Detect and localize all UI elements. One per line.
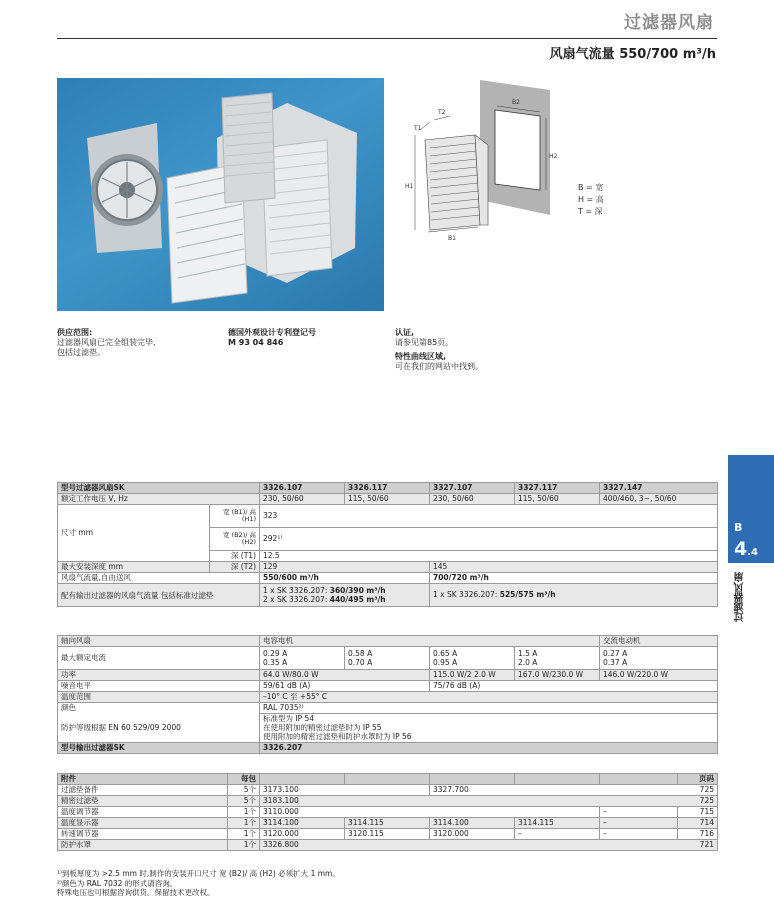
voltage-5: 400/460, 3~, 50/60 (600, 494, 718, 505)
acc-row-1-page: 725 (699, 785, 714, 794)
noise-3326: 59/61 dB (A) (260, 681, 430, 692)
acc-row-1-a: 3173.100 (260, 785, 430, 796)
header-rule (57, 38, 717, 39)
patent-heading: 德国外观设计专利登记号 (228, 328, 316, 337)
current-3 (430, 647, 515, 670)
dim-label-h2: H2 (549, 153, 558, 160)
b2-label: 宽 (B2)/ 高 (H2) (210, 528, 260, 551)
outlet-a2-prefix: 2 x SK 3326.207: (263, 595, 328, 604)
acc-row-2-value: 3183.100 (263, 796, 299, 805)
acc-row-2-a (260, 796, 718, 807)
b2-value: 292¹⁾ (260, 528, 718, 551)
chapter-letter: B (734, 521, 743, 534)
spec-table-fan (57, 635, 718, 754)
ac-motor-label: 交流电动机 (600, 636, 718, 647)
outlet-filter-value: 3326.207 (260, 742, 718, 753)
acc-row-5-e: – (600, 829, 678, 840)
acc-row-5-c: 3120.000 (430, 829, 515, 840)
acc-row-5-a: 3120.000 (260, 829, 345, 840)
certification-info (395, 328, 483, 372)
outlet-b-prefix: 1 x SK 3326.207: (433, 590, 498, 599)
acc-row-3-page: 715 (678, 807, 718, 818)
protection-line-3: 使用附加的精密过滤垫和防护水罩时为 IP 56 (263, 732, 412, 742)
pack-header: 每包 (228, 774, 260, 785)
dim-label-b1: B1 (448, 235, 456, 240)
acc-row-6-name: 防护水罩 (58, 840, 228, 851)
t1-label: 深 (T1) (210, 551, 260, 562)
patent-info (228, 328, 316, 348)
curve-heading: 特性曲线区域, (395, 352, 447, 361)
acc-row-4-page: 714 (678, 818, 718, 829)
acc-row-3-dash: – (600, 807, 678, 818)
fan-label: 轴向风扇 (58, 636, 260, 647)
footnote-2: ²⁾颜色为 RAL 7032 的形式请咨询。 (57, 878, 178, 888)
legend-width: B = 宽 (578, 183, 604, 192)
chapter-tab (728, 455, 774, 563)
acc-row-6-value: 3326.800 (263, 840, 299, 849)
power-3327-107: 115.0 W/2 2.0 W (430, 670, 515, 681)
acc-row-4-c: 3114.100 (430, 818, 515, 829)
acc-row-1-pack: 5个 (228, 785, 260, 796)
airflow-label: 风扇气流量,自由送风 (58, 573, 260, 584)
acc-row-1-name: 过滤垫备件 (58, 785, 228, 796)
current-2b: 0.70 A (348, 658, 373, 667)
acc-row-2-page: 725 (699, 796, 714, 805)
acc-row-4-dash: – (600, 818, 678, 829)
model-header-label: 型号过滤器风扇SK (58, 483, 260, 494)
power-3327-147: 146.0 W/220.0 W (600, 670, 718, 681)
spec-table-models (57, 482, 718, 607)
acc-row-5-pack: 1个 (228, 829, 260, 840)
t2-label: 深 (T2) (210, 562, 260, 573)
t2-value-3327: 145 (430, 562, 718, 573)
cap-motor-label: 电容电机 (260, 636, 600, 647)
model-3327-147: 3327.147 (600, 483, 718, 494)
voltage-4: 115, 50/60 (515, 494, 600, 505)
curve-text: 可在我们的网站中找到。 (395, 362, 483, 371)
current-3b: 0.95 A (433, 658, 458, 667)
outlet-b-value: 525/575 m³/h (499, 590, 556, 599)
acc-row-1-b-value: 3327.700 (433, 785, 469, 794)
t2-value-3326: 129 (260, 562, 430, 573)
cert-heading: 认证, (395, 328, 415, 337)
power-label: 功率 (58, 670, 260, 681)
current-1 (260, 647, 345, 670)
acc-row-5-page: 716 (678, 829, 718, 840)
color-value: RAL 7035²⁾ (260, 703, 718, 714)
acc-row-2-pack: 5个 (228, 796, 260, 807)
protection-value (260, 714, 718, 743)
acc-row-5-d: – (515, 829, 600, 840)
b1-label: 宽 (B1)/ 高 (H1) (210, 505, 260, 528)
acc-row-3-a: 3110.000 (260, 807, 600, 818)
supply-heading: 供应范围: (57, 328, 93, 337)
accessory-header: 附件 (58, 774, 228, 785)
dim-label-t1: T1 (414, 125, 422, 132)
page-title: 过滤器风扇 (624, 13, 714, 33)
voltage-label: 额定工作电压 V, Hz (58, 494, 260, 505)
acc-row-6-pack: 1个 (228, 840, 260, 851)
supply-scope (57, 328, 156, 358)
current-5a: 0.27 A (603, 649, 628, 658)
chapter-number-main: 4 (734, 538, 748, 560)
acc-row-2-name: 精密过滤垫 (58, 796, 228, 807)
dim-label-h1: H1 (405, 183, 414, 190)
legend-depth: T = 深 (578, 207, 603, 216)
dimension-drawing (400, 80, 640, 240)
outlet-airflow-3326 (260, 584, 430, 607)
current-2 (345, 647, 430, 670)
outlet-filter-label: 型号输出过滤器SK (58, 742, 260, 753)
model-3326-117: 3326.117 (345, 483, 430, 494)
acc-row-4-d: 3114.115 (515, 818, 600, 829)
current-5b: 0.37 A (603, 658, 628, 667)
airflow-3327: 700/720 m³/h (430, 573, 718, 584)
depth-label: 最大安装深度 mm (58, 562, 210, 573)
chapter-side-label: 过滤器风扇 (735, 572, 746, 622)
acc-row-6-page: 721 (699, 840, 714, 849)
color-label: 颜色 (58, 703, 260, 714)
acc-row-3-name: 温度调节器 (58, 807, 228, 818)
acc-row-4-pack: 1个 (228, 818, 260, 829)
t1-value: 12.5 (260, 551, 718, 562)
footnote-3: 特殊电压也可根据咨询供货。保留技术更改权。 (57, 888, 215, 897)
voltage-1: 230, 50/60 (260, 494, 345, 505)
product-photo-illustration (57, 78, 384, 311)
acc-row-4-a: 3114.100 (260, 818, 345, 829)
protection-label: 防护等级根据 EN 60 529/09 2000 (58, 714, 260, 743)
current-1a: 0.29 A (263, 649, 288, 658)
current-3a: 0.65 A (433, 649, 458, 658)
acc-row-3-pack: 1个 (228, 807, 260, 818)
page-subtitle: 风扇气流量 550/700 m³/h (549, 47, 716, 62)
page-header: 页码 (678, 774, 718, 785)
outlet-a1-prefix: 1 x SK 3326.207: (263, 586, 328, 595)
noise-label: 噪音电平 (58, 681, 260, 692)
power-3326: 64.0 W/80.0 W (260, 670, 430, 681)
supply-line-1: 过滤器风扇已完全组装完毕, (57, 338, 156, 347)
dim-label-t2: T2 (438, 109, 446, 116)
temp-value: –10° C 至 +55° C (260, 692, 718, 703)
model-3327-107: 3327.107 (430, 483, 515, 494)
dim-label-b2: B2 (512, 99, 520, 106)
footnote-1: ¹⁾到板厚度为 >2.5 mm 时,制作的安装开口尺寸 宽 (B2)/ 高 (H2) 必须扩大 1 mm。 (57, 869, 340, 878)
temp-label: 温度范围 (58, 692, 260, 703)
acc-row-5-b: 3120.115 (345, 829, 430, 840)
footnotes (57, 869, 340, 898)
supply-line-2: 包括过滤垫。 (57, 348, 105, 357)
size-label: 尺寸 mm (58, 505, 210, 562)
airflow-3326: 550/600 m³/h (260, 573, 430, 584)
model-3327-117: 3327.117 (515, 483, 600, 494)
outlet-airflow-3327 (430, 584, 718, 607)
product-photo (57, 78, 384, 311)
accessories-table (57, 773, 718, 851)
protection-line-1: 标准型为 IP 54 (263, 714, 315, 724)
acc-row-4-name: 温度显示器 (58, 818, 228, 829)
acc-row-1-b (430, 785, 718, 796)
current-2a: 0.58 A (348, 649, 373, 658)
current-4a: 1.5 A (518, 649, 538, 658)
legend-height: H = 高 (578, 195, 604, 204)
b1-value: 323 (260, 505, 718, 528)
voltage-3: 230, 50/60 (430, 494, 515, 505)
model-3326-107: 3326.107 (260, 483, 345, 494)
acc-row-5-name: 转速调节器 (58, 829, 228, 840)
patent-number: M 93 04 846 (228, 338, 284, 347)
current-5 (600, 647, 718, 670)
acc-row-6-a (260, 840, 718, 851)
protection-line-2: 在使用附加的精密过滤垫时为 IP 55 (263, 723, 382, 733)
current-label: 最大额定电流 (58, 647, 260, 670)
dimension-legend (578, 182, 604, 218)
current-4 (515, 647, 600, 670)
voltage-2: 115, 50/60 (345, 494, 430, 505)
outlet-airflow-label: 配有输出过滤器的风扇气流量 包括标准过滤垫 (58, 584, 260, 607)
current-4b: 2.0 A (518, 658, 538, 667)
cert-text: 请参见第85页。 (395, 338, 454, 347)
outlet-a1-value: 360/390 m³/h (329, 586, 386, 595)
chapter-number (734, 538, 758, 560)
acc-row-4-b: 3114.115 (345, 818, 430, 829)
outlet-a2-value: 440/495 m³/h (329, 595, 386, 604)
noise-3327: 75/76 dB (A) (430, 681, 718, 692)
current-1b: 0.35 A (263, 658, 288, 667)
power-3327-117: 167.0 W/230.0 W (515, 670, 600, 681)
chapter-number-sub: .4 (747, 547, 758, 558)
